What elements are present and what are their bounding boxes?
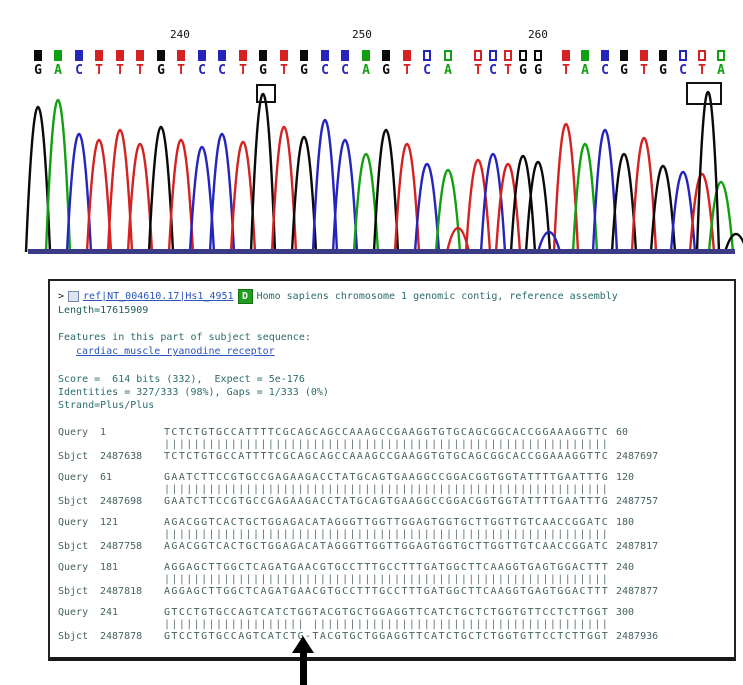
row-start-num: 2487878 — [100, 631, 143, 642]
row-start-num: 1 — [100, 427, 107, 438]
row-end-num — [616, 529, 686, 541]
alignment-row-group — [58, 427, 728, 463]
base-call-letter: G — [259, 63, 267, 78]
position-label: 260 — [528, 28, 548, 41]
stats-block — [58, 373, 728, 412]
base-quality-square — [679, 50, 687, 61]
base-call-letter: G — [382, 63, 390, 78]
row-sequence: TCTCTGTGCCATTTTCGCAGCAGCCAAAGCCGAAGGTGTGCAGCGGCACCGGAAAGGTTC — [164, 451, 610, 462]
base-quality-square — [157, 50, 165, 61]
base-call-letter: A — [362, 63, 370, 78]
query-line — [58, 562, 728, 574]
alignment-row-group — [58, 472, 728, 508]
row-sequence: GAATCTTCCGTGCCGAGAAGACCTATGCAGTGAAGGCCGGACGGTGGTATTTTGAATTTG — [164, 472, 610, 483]
row-sequence: GTCCTGTGCCAGTCATCTGGTACGTGCTGGAGGTTCATCTGCTCTGGTGTTCCTCTTGGT — [164, 607, 610, 618]
query-line — [58, 427, 728, 439]
row-label — [58, 484, 100, 496]
base-quality-square — [519, 50, 527, 61]
query-line — [58, 607, 728, 619]
row-end-num: 2487936 — [616, 631, 659, 642]
trace-peak — [481, 154, 505, 252]
row-sequence: GTCCTGTGCCAGTCATCTG-TACGTGCTGGAGGTTCATCTGCTCTGGTGTTCCTCTTGGT — [164, 631, 610, 642]
row-end-num — [616, 574, 686, 586]
blast-result-box — [48, 279, 736, 661]
base-quality-square — [698, 50, 706, 61]
base-quality-square — [198, 50, 206, 61]
row-start-num: 2487698 — [100, 496, 143, 507]
alignment-row-group — [58, 517, 728, 553]
base-quality-square — [403, 50, 411, 61]
gt-symbol: > — [58, 291, 65, 302]
row-end-num: 2487757 — [616, 496, 659, 507]
base-quality-square — [659, 50, 667, 61]
row-start-num: 121 — [100, 517, 119, 528]
row-start-num — [100, 439, 164, 451]
features-label: Features in this part of subject sequence: — [58, 332, 311, 343]
row-start-num: 181 — [100, 562, 119, 573]
row-end-num: 180 — [616, 517, 635, 528]
row-start-num — [100, 529, 164, 541]
quality-outline-box — [256, 84, 276, 103]
base-call-letter: T — [640, 63, 648, 78]
base-call-letter: C — [75, 63, 83, 78]
match-line — [58, 619, 728, 631]
row-end-num: 2487877 — [616, 586, 659, 597]
base-quality-square — [640, 50, 648, 61]
base-quality-square — [239, 50, 247, 61]
row-start-num: 2487638 — [100, 451, 143, 462]
row-start-num — [100, 484, 164, 496]
base-quality-square — [504, 50, 512, 61]
sbjct-line — [58, 631, 728, 643]
row-end-num: 300 — [616, 607, 635, 618]
base-quality-square — [581, 50, 589, 61]
base-call-letter: C — [218, 63, 226, 78]
base-quality-square — [534, 50, 542, 61]
row-sequence: AGACGGTCACTGCTGGAGACATAGGGTTGGTTGGAGTGGTGCTTGGTTGTCAACCGGATC — [164, 517, 610, 528]
base-quality-square — [444, 50, 452, 61]
base-call-letter: T — [474, 63, 482, 78]
base-call-letter: T — [95, 63, 103, 78]
subject-length: Length=17615909 — [58, 305, 149, 316]
base-quality-square — [177, 50, 185, 61]
match-line — [58, 439, 728, 451]
base-call-letter: A — [717, 63, 725, 78]
base-call-letter: C — [679, 63, 687, 78]
base-call-letter: T — [504, 63, 512, 78]
match-line — [58, 529, 728, 541]
row-label: Query — [58, 607, 89, 618]
base-quality-square — [34, 50, 42, 61]
row-sequence: |||||||||||||||||||||||||||||||||||||||||||||||||||||||||||| — [164, 439, 610, 450]
base-call-letter: C — [341, 63, 349, 78]
base-call-letter: G — [519, 63, 527, 78]
base-call-letter: C — [321, 63, 329, 78]
sbjct-line — [58, 586, 728, 598]
query-line — [58, 517, 728, 529]
feature-link[interactable]: cardiac muscle ryanodine receptor — [76, 346, 275, 357]
row-label — [58, 439, 100, 451]
row-sequence: AGGAGCTTGGCTCAGATGAACGTGCCTTTGCCTTTGATGGCTTCAAGGTGAGTGGACTTT — [164, 562, 610, 573]
row-label: Query — [58, 427, 89, 438]
row-end-num — [616, 484, 686, 496]
row-label: Sbjct — [58, 451, 89, 462]
base-quality-square — [259, 50, 267, 61]
row-end-num: 120 — [616, 472, 635, 483]
trace-baseline — [28, 249, 735, 254]
sbjct-line — [58, 496, 728, 508]
row-end-num: 60 — [616, 427, 629, 438]
identities-line: Identities = 327/333 (98%), Gaps = 1/333 (0%) — [58, 387, 329, 398]
sbjct-line — [58, 451, 728, 463]
match-line — [58, 574, 728, 586]
position-label: 240 — [170, 28, 190, 41]
position-label: 250 — [352, 28, 372, 41]
base-quality-square — [321, 50, 329, 61]
base-call-letter: A — [54, 63, 62, 78]
trace-peak — [511, 156, 535, 252]
base-quality-square — [75, 50, 83, 61]
base-call-letter: C — [198, 63, 206, 78]
row-label: Sbjct — [58, 631, 89, 642]
row-sequence: TCTCTGTGCCATTTTCGCAGCAGCCAAAGCCGAAGGTGTGCAGCGGCACCGGAAAGGTTC — [164, 427, 610, 438]
row-label: Query — [58, 517, 89, 528]
base-quality-square — [280, 50, 288, 61]
base-call-letter: G — [620, 63, 628, 78]
base-call-letter: C — [423, 63, 431, 78]
row-sequence: ||||||||||||||||||| |||||||||||||||||||||||||||||||||||||||| — [164, 619, 610, 630]
row-sequence: |||||||||||||||||||||||||||||||||||||||||||||||||||||||||||| — [164, 484, 610, 495]
base-call-letter: A — [581, 63, 589, 78]
base-quality-square — [362, 50, 370, 61]
sequence-page-icon[interactable] — [68, 291, 79, 302]
alignment-block — [58, 427, 728, 643]
row-sequence: GAATCTTCCGTGCCGAGAAGACCTATGCAGTGAAGGCCGGACGGTGGTATTTTGAATTTG — [164, 496, 610, 507]
base-call-letter: T — [403, 63, 411, 78]
score-line: Score = 614 bits (332), Expect = 5e-176 — [58, 374, 305, 385]
base-quality-square — [382, 50, 390, 61]
base-call-letter: T — [136, 63, 144, 78]
base-call-letter: G — [300, 63, 308, 78]
row-start-num: 2487758 — [100, 541, 143, 552]
base-quality-square — [300, 50, 308, 61]
base-quality-square — [95, 50, 103, 61]
trace-peak — [436, 170, 460, 252]
base-call-letter: T — [239, 63, 247, 78]
row-start-num — [100, 574, 164, 586]
alignment-row-group — [58, 562, 728, 598]
row-label: Sbjct — [58, 586, 89, 597]
row-sequence: |||||||||||||||||||||||||||||||||||||||||||||||||||||||||||| — [164, 574, 610, 585]
row-start-num: 2487818 — [100, 586, 143, 597]
row-end-num — [616, 439, 686, 451]
row-end-num: 2487817 — [616, 541, 659, 552]
row-end-num: 240 — [616, 562, 635, 573]
chromatogram-panel — [0, 0, 743, 270]
base-quality-square — [218, 50, 226, 61]
accession-link[interactable]: ref|NT_004610.17|Hs1_4951 — [83, 291, 234, 302]
features-block — [58, 331, 728, 358]
base-quality-square — [474, 50, 482, 61]
base-quality-square — [562, 50, 570, 61]
base-call-letter: G — [534, 63, 542, 78]
base-call-letter: G — [157, 63, 165, 78]
quality-outline-box — [686, 82, 722, 105]
blast-header-line — [58, 289, 728, 304]
base-call-letter: T — [116, 63, 124, 78]
row-label — [58, 574, 100, 586]
base-quality-square — [601, 50, 609, 61]
base-quality-square — [116, 50, 124, 61]
query-line — [58, 472, 728, 484]
row-label — [58, 619, 100, 631]
sbjct-line — [58, 541, 728, 553]
base-call-letter: C — [489, 63, 497, 78]
base-quality-square — [489, 50, 497, 61]
row-end-num: 2487697 — [616, 451, 659, 462]
strand-line: Strand=Plus/Plus — [58, 400, 155, 411]
base-call-letter: G — [34, 63, 42, 78]
base-quality-square — [136, 50, 144, 61]
arrow-head-icon — [292, 636, 314, 653]
row-sequence: |||||||||||||||||||||||||||||||||||||||||||||||||||||||||||| — [164, 529, 610, 540]
arrow-shaft — [300, 653, 307, 685]
base-quality-square — [423, 50, 431, 61]
row-label — [58, 529, 100, 541]
base-quality-square — [620, 50, 628, 61]
row-sequence: AGACGGTCACTGCTGGAGACATAGGGTTGGTTGGAGTGGTGCTTGGTTGTCAACCGGATC — [164, 541, 610, 552]
base-quality-square — [341, 50, 349, 61]
base-call-letter: A — [444, 63, 452, 78]
trace-peak — [697, 92, 719, 252]
alignment-row-group — [58, 607, 728, 643]
row-end-num — [616, 619, 686, 631]
trace-peak — [526, 162, 550, 252]
row-start-num — [100, 619, 164, 631]
match-line — [58, 484, 728, 496]
base-call-letter: T — [562, 63, 570, 78]
subject-description: Homo sapiens chromosome 1 genomic contig, reference assembly — [256, 291, 618, 302]
download-badge[interactable]: D — [238, 289, 253, 304]
trace-peak — [466, 160, 490, 252]
base-call-letter: T — [280, 63, 288, 78]
base-call-letter: G — [659, 63, 667, 78]
row-label: Sbjct — [58, 496, 89, 507]
row-start-num: 61 — [100, 472, 113, 483]
row-label: Query — [58, 562, 89, 573]
base-call-letter: T — [698, 63, 706, 78]
base-call-letter: T — [177, 63, 185, 78]
row-sequence: AGGAGCTTGGCTCAGATGAACGTGCCTTTGCCTTTGATGGCTTCAAGGTGAGTGGACTTT — [164, 586, 610, 597]
base-quality-square — [717, 50, 725, 61]
base-call-letter: C — [601, 63, 609, 78]
mutation-arrow — [292, 636, 314, 685]
row-start-num: 241 — [100, 607, 119, 618]
row-label: Query — [58, 472, 89, 483]
base-quality-square — [54, 50, 62, 61]
row-label: Sbjct — [58, 541, 89, 552]
